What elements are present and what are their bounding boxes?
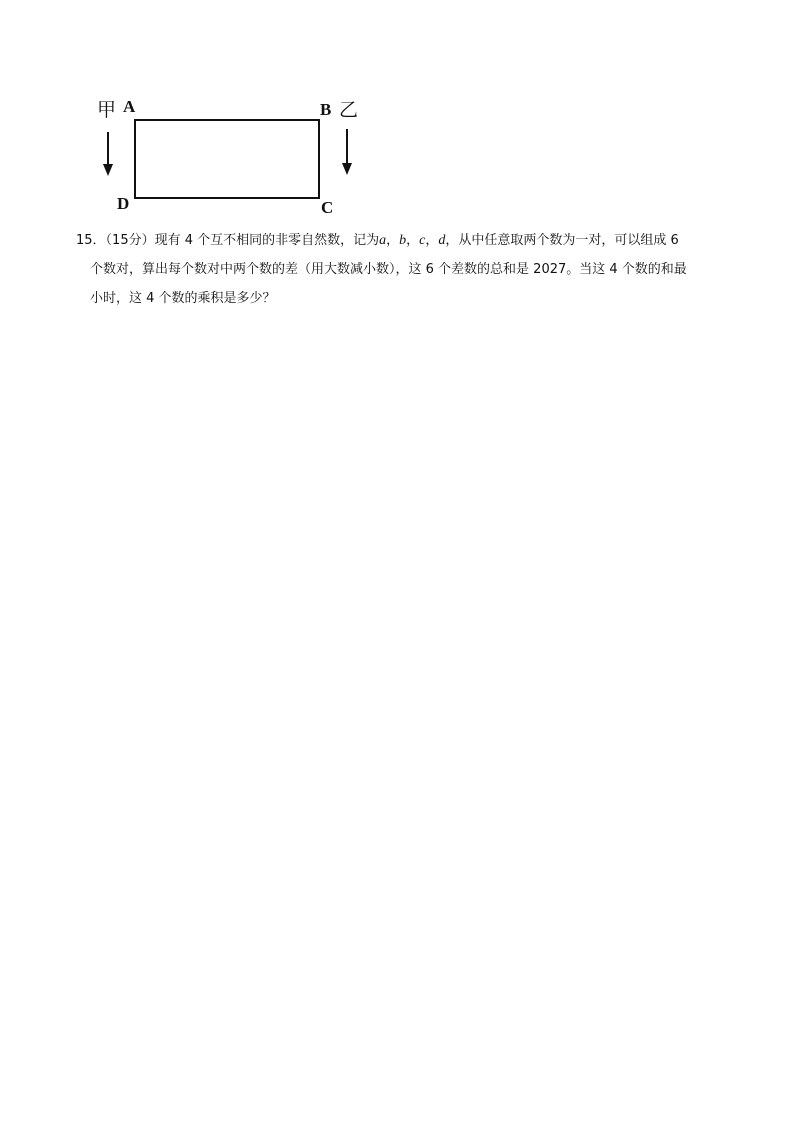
question-points: （15分） <box>105 233 155 248</box>
question-text-1: 现有 4 个互不相同的非零自然数，记为 <box>154 233 380 248</box>
corner-d: D <box>117 194 130 213</box>
var-b: b <box>399 233 407 248</box>
question-line-3: 小时，这 4 个数的乘积是多少？ <box>90 291 276 306</box>
question-text-1-tail: ，从中任意取两个数为一对，可以组成 6 <box>445 233 679 248</box>
label-jia: 甲 <box>97 99 117 121</box>
corner-c: C <box>321 198 334 217</box>
separator: ， <box>386 233 400 248</box>
arrow-down-left-icon <box>100 132 116 178</box>
question-15 <box>76 226 726 313</box>
rectangle-abcd <box>134 119 320 199</box>
label-yi: 乙 <box>339 99 359 121</box>
var-c: c <box>419 233 426 248</box>
arrow-down-right-icon <box>339 129 355 177</box>
question-line-1 <box>76 226 726 255</box>
question-line-2: 个数对，算出每个数对中两个数的差（用大数减小数），这 6 个差数的总和是 2027。当这 4 个数的和最 <box>90 262 687 277</box>
corner-a: A <box>123 97 136 116</box>
separator: ， <box>406 233 420 248</box>
corner-b: B <box>320 100 332 119</box>
question-number: 15． <box>76 233 106 248</box>
separator: ， <box>425 233 439 248</box>
var-a: a <box>379 233 387 248</box>
var-d: d <box>438 233 446 248</box>
rectangle-figure <box>0 0 794 230</box>
